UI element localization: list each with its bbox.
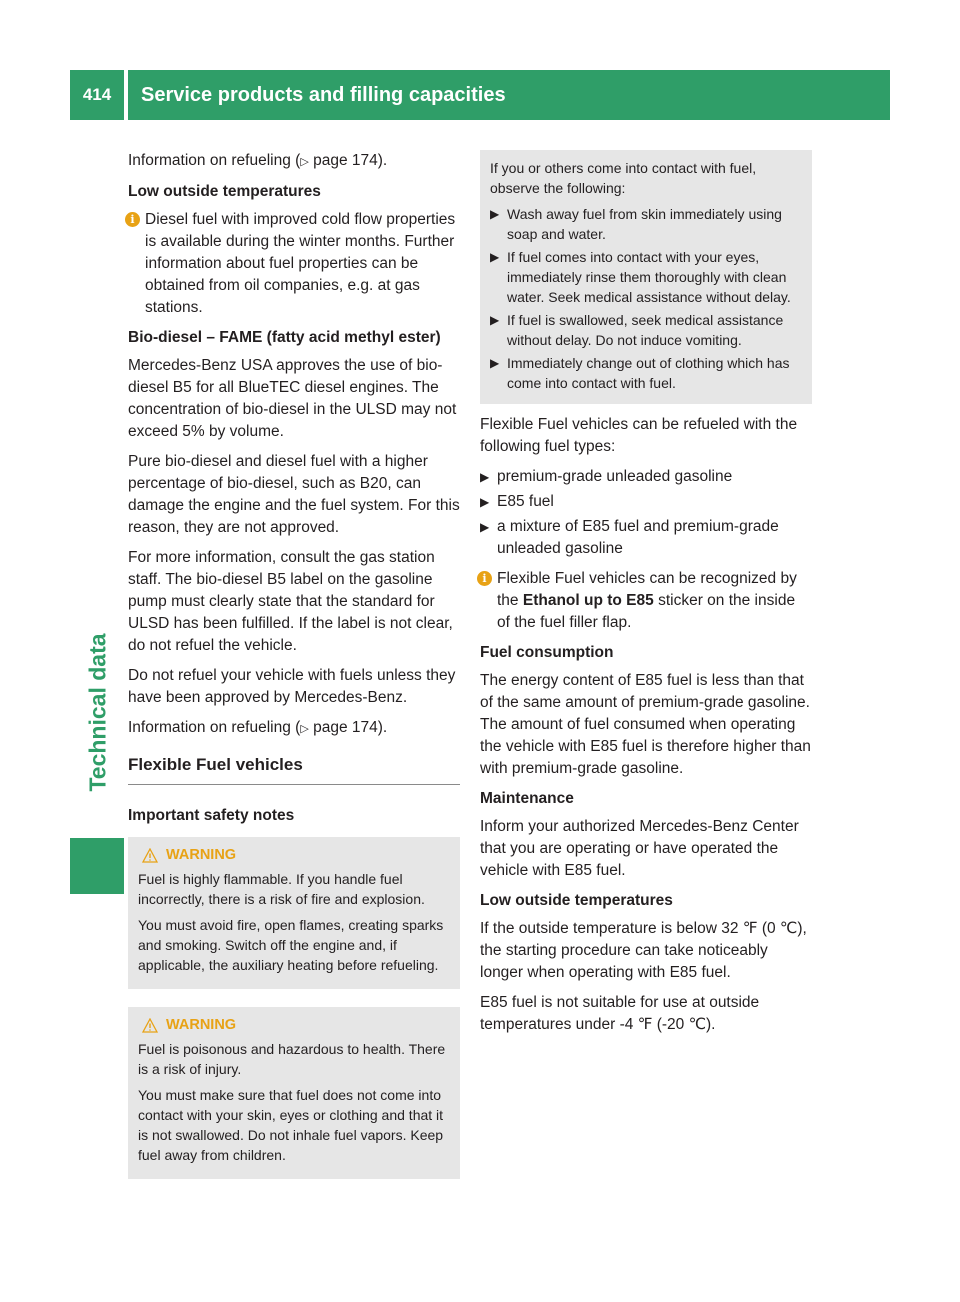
paragraph: Pure bio-diesel and diesel fuel with a higher percentage of bio-diesel, such as B20, can damage the engine and the fuel system. For this reason, they are not approved.: [128, 453, 460, 536]
page-ref-arrow-icon: ▷: [300, 723, 309, 735]
paragraph: Flexible Fuel vehicles can be refueled with the following fuel types:: [480, 416, 798, 455]
list-item: ▶ a mixture of E85 fuel and premium-grade unleaded gasoline: [480, 518, 779, 557]
refuel-ref-1: Information on refueling (▷ page 174).: [128, 152, 388, 169]
list-item: ▶ premium-grade unleaded gasoline: [480, 466, 812, 488]
side-tab-label: Technical data: [84, 633, 111, 792]
refuel-ref-2: Information on refueling (▷ page 174).: [128, 719, 388, 736]
paragraph: For more information, consult the gas station staff. The bio-diesel B5 label on the gasoline pump must clearly state that the standard for ULSD has been fulfilled. If the label is not clear, do not refuel the vehicle.: [128, 549, 453, 654]
page-ref-arrow-icon: ▷: [300, 156, 309, 168]
list-item: ▶ E85 fuel: [480, 491, 812, 513]
list-item: ▶ If fuel comes into contact with your eyes, immediately rinse them thoroughly with clean water. Seek medical assistance without delay.: [490, 249, 791, 305]
warning-box: [128, 837, 460, 989]
biodiesel-heading: Bio-diesel – FAME (fatty acid methyl ester): [128, 329, 441, 346]
page-ref-link[interactable]: page 174).: [308, 719, 388, 736]
page-number: 414: [70, 70, 124, 120]
paragraph: Do not refuel your vehicle with fuels unless they have been approved by Mercedes-Benz.: [128, 667, 456, 706]
warning-box-continued: [480, 150, 812, 404]
maintenance-heading: Maintenance: [480, 790, 574, 807]
safety-heading: Important safety notes: [128, 807, 295, 824]
paragraph: E85 fuel is not suitable for use at outside temperatures under -4 ℉ (-20 ℃).: [480, 994, 760, 1033]
warning-title: WARNING: [142, 1015, 450, 1035]
warning-triangle-icon: [142, 1018, 158, 1033]
bullet-icon: ▶: [490, 207, 500, 221]
bullet-icon: ▶: [490, 313, 500, 327]
info-note: i Flexible Fuel vehicles can be recognized by the Ethanol up to E85 sticker on the inside of the fuel filler flap.: [480, 568, 812, 634]
paragraph: Inform your authorized Mercedes-Benz Center that you are operating or have operated the vehicle with E85 fuel.: [480, 818, 799, 879]
warning-text: You must make sure that fuel does not come into contact with your skin, eyes or clothing and that it is not swallowed. Do not inhale fuel vapors. Keep fuel away from children.: [138, 1087, 444, 1163]
low-temp-heading: Low outside temperatures: [128, 183, 321, 200]
paragraph: Mercedes-Benz USA approves the use of bio-diesel B5 for all BlueTEC diesel engines. The concentration of bio-diesel in the ULSD may not exceed 5% by volume.: [128, 357, 457, 440]
paragraph: If the outside temperature is below 32 ℉ (0 ℃), the starting procedure can take noticeably longer when operating with E85 fuel.: [480, 920, 807, 981]
consumption-heading: Fuel consumption: [480, 644, 614, 661]
paragraph: The energy content of E85 fuel is less than that of the same amount of premium-grade gasoline. The amount of fuel consumed when operating the vehicle with E85 fuel is therefore higher than with premium-grade gasoline.: [480, 672, 811, 777]
list-item: ▶ Wash away fuel from skin immediately using soap and water.: [490, 206, 782, 242]
bullet-icon: ▶: [480, 520, 490, 534]
bullet-icon: ▶: [490, 356, 500, 370]
page-ref-link[interactable]: page 174).: [308, 152, 388, 169]
sticker-name: Ethanol up to E85: [522, 592, 654, 609]
warning-text: Fuel is poisonous and hazardous to health. There is a risk of injury.: [138, 1041, 446, 1077]
warning-title: WARNING: [142, 845, 450, 865]
bullet-icon: ▶: [490, 250, 500, 264]
side-tab-block: [70, 838, 124, 894]
page-title: Service products and filling capacities: [128, 70, 890, 120]
left-column: [128, 150, 460, 1179]
list-item: ▶ Immediately change out of clothing which has come into contact with fuel.: [490, 355, 790, 391]
warning-triangle-icon: [142, 848, 158, 863]
section-heading: Flexible Fuel vehicles: [128, 754, 460, 785]
bullet-icon: ▶: [480, 470, 490, 484]
info-icon: i: [125, 212, 140, 227]
warning-text: Fuel is highly flammable. If you handle fuel incorrectly, there is a risk of fire and explosion.: [138, 871, 425, 907]
low-temp-heading: Low outside temperatures: [480, 892, 673, 909]
right-column: [480, 150, 812, 1044]
box-intro: If you or others come into contact with fuel, observe the following:: [490, 160, 757, 196]
warning-box: [128, 1007, 460, 1179]
warning-text: You must avoid fire, open flames, creating sparks and smoking. Switch off the engine and, if applicable, the auxiliary heating before refueling.: [138, 917, 444, 973]
bullet-icon: ▶: [480, 495, 490, 509]
list-item: ▶ If fuel is swallowed, seek medical assistance without delay. Do not induce vomiting.: [490, 312, 784, 348]
info-note: i Diesel fuel with improved cold flow properties is available during the winter months. Further information about fuel properties can be obtained from oil companies, e.g. at gas stations.: [128, 209, 460, 319]
info-icon: i: [477, 571, 492, 586]
